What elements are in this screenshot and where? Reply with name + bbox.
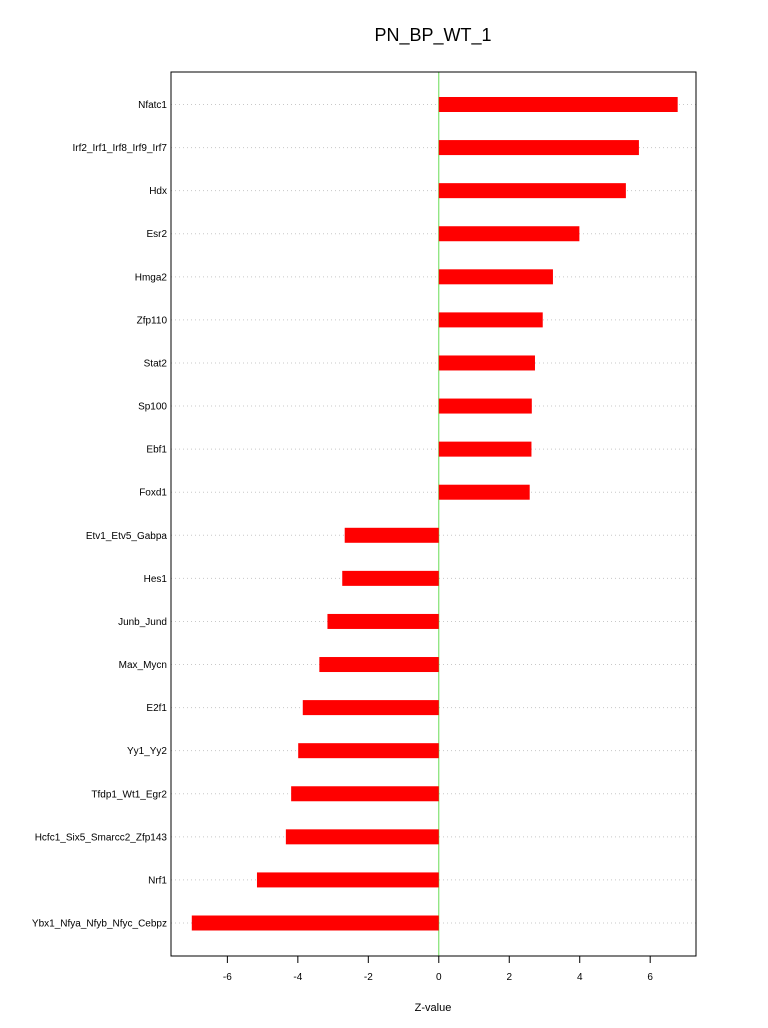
category-label: Max_Mycn (118, 660, 167, 672)
bar (439, 140, 639, 155)
category-label: Hmga2 (134, 272, 167, 284)
category-label: Foxd1 (139, 487, 167, 499)
bar (439, 442, 532, 457)
bar (439, 183, 626, 198)
category-label: Yy1_Yy2 (126, 746, 167, 758)
bar (345, 528, 439, 543)
bar (291, 786, 439, 801)
category-labels (32, 100, 168, 930)
bar (439, 97, 678, 112)
x-tick-label: 0 (436, 972, 442, 983)
bar (192, 916, 439, 931)
bar (298, 743, 439, 758)
bar (286, 829, 439, 844)
x-tick-label: -6 (222, 972, 232, 983)
category-label: Sp100 (138, 401, 167, 413)
category-label: Ebf1 (146, 444, 167, 456)
category-label: Hes1 (143, 573, 167, 585)
category-label: Zfp110 (136, 315, 167, 327)
x-tick-label: 2 (506, 972, 513, 983)
bar (257, 872, 439, 887)
category-label: Irf2_Irf1_Irf8_Irf9_Irf7 (72, 143, 167, 155)
category-label: Nfatc1 (138, 100, 167, 111)
bar (439, 226, 580, 241)
bar (439, 312, 543, 327)
x-tick-label: -2 (363, 972, 373, 983)
bar (439, 485, 530, 500)
category-label: Junb_Jund (118, 616, 167, 628)
category-label: Tfdp1_Wt1_Egr2 (91, 789, 167, 801)
x-axis-label: Z-value (414, 1002, 452, 1014)
bars (192, 97, 678, 931)
plot-frame (171, 72, 696, 956)
bar (303, 700, 439, 715)
x-tick-label: 4 (576, 972, 583, 983)
category-label: Hcfc1_Six5_Smarcc2_Zfp143 (34, 832, 167, 844)
category-label: Hdx (149, 186, 167, 198)
chart-title: PN_BP_WT_1 (374, 25, 492, 45)
category-label: E2f1 (146, 703, 167, 715)
category-label: Etv1_Etv5_Gabpa (85, 530, 167, 542)
bar (439, 399, 532, 414)
category-label: Esr2 (146, 229, 167, 241)
bar (342, 571, 439, 586)
bar (327, 614, 438, 629)
category-label: Ybx1_Nfya_Nfyb_Nfyc_Cebpz (31, 918, 167, 930)
bar (319, 657, 438, 672)
x-tick-label: -4 (293, 972, 303, 983)
x-axis (223, 956, 653, 983)
category-label: Nrf1 (148, 875, 167, 887)
category-label: Stat2 (143, 358, 167, 370)
x-tick-label: 6 (647, 972, 653, 983)
bar (439, 269, 553, 284)
bar (439, 355, 535, 370)
